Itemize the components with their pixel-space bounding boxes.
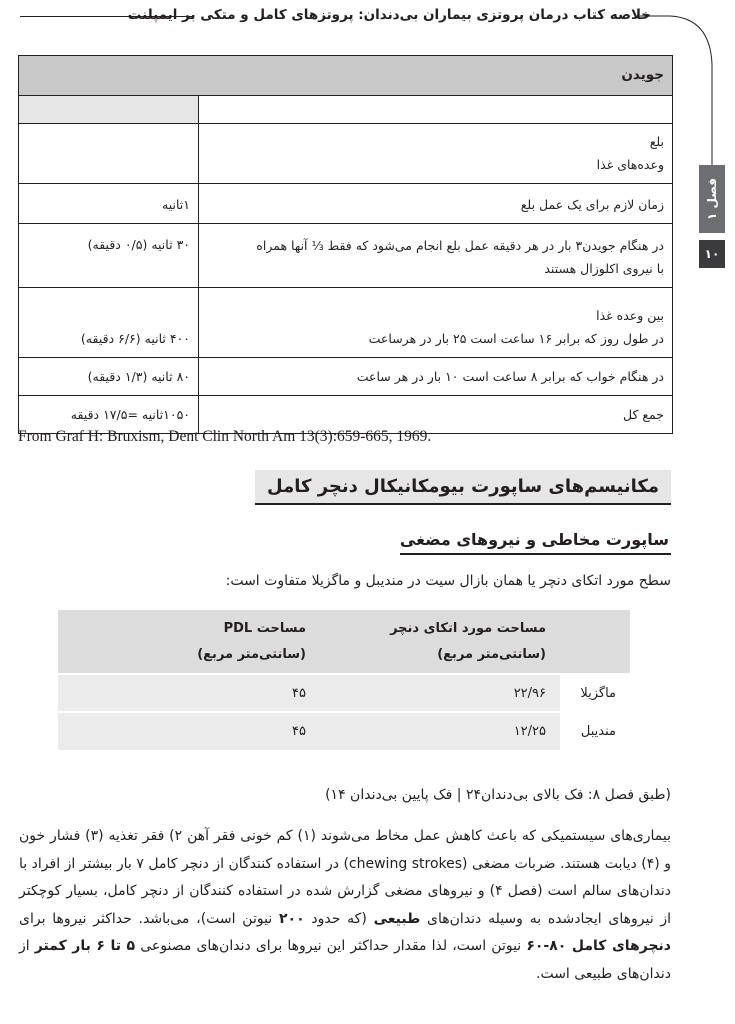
header-rule <box>20 16 192 17</box>
table-cell-value: ۸۰ ثانیه (۱/۳ دقیقه) <box>19 358 199 396</box>
subsection-heading: ساپورت مخاطی و نیروهای مضغی <box>400 530 671 555</box>
chapter-note: (طبق فصل ۸: فک بالای بی‌دندان۲۴ | فک پایین بی‌دندان ۱۴) <box>325 787 671 803</box>
table-cell-value: ۴۰۰ ثانیه (۶/۶ دقیقه) <box>19 288 199 358</box>
table-cell-desc: جمع کل <box>199 396 673 434</box>
table-title: جویدن <box>19 56 673 96</box>
table-cell-value: ۳۰ ثانیه (۰/۵ دقیقه) <box>19 224 199 288</box>
body-paragraph: بیماری‌های سیستمیکی که باعث کاهش عمل مخاط می‌شوند (۱) کم خونی فقر آهن ۲) فقر تغذیه (۳) فشار خون و (۴) دیابت هستند. ضربات مضغی (chewing strokes) در استفاده کنندگان از دنچر کامل ۷ بار بیشتر از افراد با دندان‌های سالم است (فصل ۴) و نیروهای مضغی گزارش شده در استفاده کنندگان از دنچر کامل، بسیار کوچکتر از نیروهای ایجادشده به وسیله دندان‌های طبیعی (که حدود ۲۰۰ نیوتن است)، می‌باشد. حداکثر نیروها برای دنچرهای کامل ۸۰-۶۰ نیوتن است، لذا مقدار حداکثر این نیروها برای دندان‌های مصنوعی ۵ تا ۶ بار کمتر از دندان‌های طبیعی است. <box>19 828 672 982</box>
table2-row-label: ماگزیلا <box>560 674 630 712</box>
table2-cell: ۴۵ <box>58 674 320 712</box>
table-cell-desc: در هنگام خواب که برابر ۸ ساعت است ۱۰ بار در هر ساعت <box>199 358 673 396</box>
table2-header-pdl: مساحت PDL (سانتی‌متر مربع) <box>58 610 320 674</box>
table-cell-value: ۱۰۵۰ثانیه =۱۷/۵ دقیقه <box>19 396 199 434</box>
source-citation: From Graf H: Bruxism, Dent Clin North Am 13(3):659-665, 1969. <box>18 428 432 445</box>
table-spacer <box>199 96 673 124</box>
table2-row-label: مندیبل <box>560 712 630 750</box>
chapter-tab <box>699 165 725 233</box>
table2-cell: ۲۲/۹۶ <box>320 674 560 712</box>
chapter-tab-label: فصل ۱ <box>705 178 719 220</box>
table2-header-support: مساحت مورد اتکای دنچر (سانتی‌متر مربع) <box>320 610 560 674</box>
support-area-table <box>58 610 630 750</box>
section-heading: مکانیسم‌های ساپورت بیومکانیکال دنچر کامل <box>255 470 671 505</box>
table-cell-desc: بلع وعده‌های غذا <box>199 124 673 184</box>
table2-cell: ۴۵ <box>58 712 320 750</box>
page-number: ۱۰ <box>699 240 725 268</box>
table-cell-desc: زمان لازم برای یک عمل بلع <box>199 184 673 224</box>
running-title: خلاصه کتاب درمان پروتزی بیماران بی‌دندان: پروتزهای کامل و متکی بر ایمپلنت <box>127 7 651 23</box>
table-spacer <box>19 96 199 124</box>
table2-header-blank <box>560 610 630 674</box>
table-cell-value: ۱ثانیه <box>19 184 199 224</box>
table2-cell: ۱۲/۲۵ <box>320 712 560 750</box>
table-cell-desc: در هنگام جویدن۳ بار در هر دقیقه عمل بلع انجام می‌شود که فقط ⅓ آنها همراه با نیروی اکلوزال هستند <box>199 224 673 288</box>
chewing-time-table <box>18 55 673 434</box>
intro-text: سطح مورد اتکای دنچر یا همان بازال سیت در مندیبل و ماگزیلا متفاوت است: <box>225 573 671 589</box>
table-cell-value <box>19 124 199 184</box>
table-cell-desc: بین وعده غذا در طول روز که برابر ۱۶ ساعت است ۲۵ بار در هرساعت <box>199 288 673 358</box>
